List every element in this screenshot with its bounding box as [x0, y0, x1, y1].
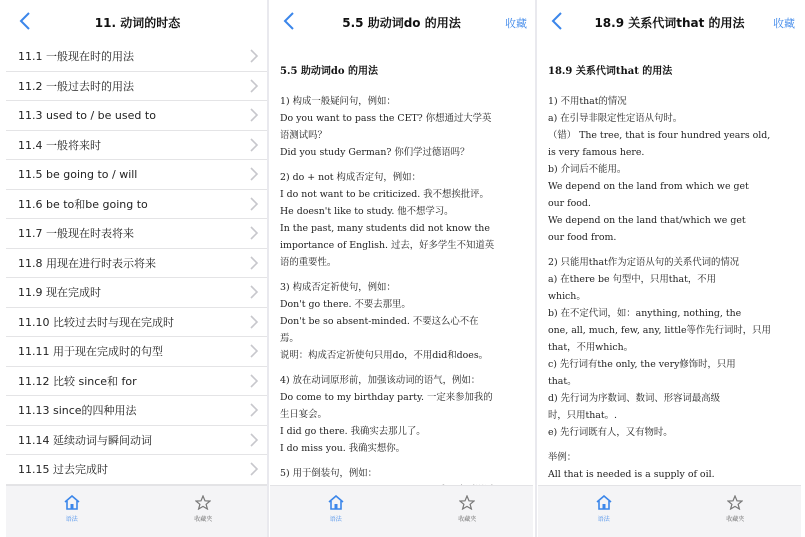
text-line: 4) 放在动词原形前，加强该动词的语气，例如：	[280, 375, 481, 386]
star-icon	[195, 495, 211, 510]
lesson-list	[6, 42, 269, 485]
article-body	[270, 44, 533, 485]
text-line: 焉。	[280, 333, 299, 344]
back-button[interactable]	[546, 10, 568, 32]
page-title: 5.5 助动词do 的用法	[342, 15, 461, 30]
paragraph-gap	[280, 161, 525, 169]
list-item-label: 11.10 比较过去时与现在完成时	[18, 315, 174, 329]
list-item[interactable]	[6, 131, 269, 161]
chevron-right-icon	[249, 167, 259, 181]
list-item[interactable]	[6, 396, 269, 426]
paragraph-gap	[548, 441, 793, 449]
list-item[interactable]	[6, 160, 269, 190]
page-title: 11. 动词的时态	[94, 15, 181, 30]
chevron-right-icon	[249, 374, 259, 388]
text-line: is very famous here.	[548, 147, 645, 158]
article-heading: 18.9 关系代词that 的用法	[548, 66, 673, 77]
article-text	[548, 93, 793, 485]
list-item[interactable]	[6, 455, 269, 485]
text-line: 说明：构成否定祈使句只用do，不用did和does。	[280, 350, 489, 361]
chevron-right-icon	[249, 108, 259, 122]
paragraph-gap	[548, 246, 793, 254]
list-item[interactable]	[6, 72, 269, 102]
list-item[interactable]	[6, 249, 269, 279]
chevron-right-icon	[249, 315, 259, 329]
text-line: Do come to my birthday party. 一定来参加我的	[280, 392, 493, 403]
text-line: 1) 构成一般疑问句，例如：	[280, 96, 396, 107]
tab-favorites[interactable]	[402, 486, 534, 537]
tab-favorites[interactable]	[670, 486, 802, 537]
back-button[interactable]	[14, 10, 36, 32]
text-line: We depend on the land that/which we get	[548, 215, 746, 226]
text-line: Do you want to pass the CET? 你想通过大学英	[280, 113, 492, 124]
text-line: We depend on the land from which we get	[548, 181, 749, 192]
article-body	[538, 44, 801, 485]
text-line: a) 在there be 句型中，只用that，不用	[548, 274, 717, 285]
chevron-right-icon	[249, 462, 259, 476]
home-icon	[328, 495, 344, 510]
list-item-label: 11.4 一般将来时	[18, 138, 101, 152]
list-item[interactable]	[6, 426, 269, 456]
chevron-right-icon	[249, 49, 259, 63]
text-line: 时，只用that。.	[548, 410, 618, 421]
list-item[interactable]	[6, 190, 269, 220]
text-line: 语的重要性。	[280, 257, 337, 268]
page-title: 18.9 关系代词that 的用法	[594, 15, 745, 30]
list-item-label: 11.13 since的四种用法	[18, 404, 137, 418]
divider	[535, 0, 537, 537]
list-item-label: 11.9 现在完成时	[18, 286, 101, 300]
text-line: （错） The tree, that is four hundred years old,	[548, 130, 771, 141]
text-line: 举例：	[548, 452, 577, 463]
article-heading: 5.5 助动词do 的用法	[280, 66, 379, 77]
text-line: e) 先行词既有人，又有物时。	[548, 427, 673, 438]
text-line: Don't go there. 不要去那里。	[280, 299, 411, 310]
tab-label: 收藏夹	[194, 516, 213, 523]
text-line: I did go there. 我确实去那儿了。	[280, 426, 426, 437]
list-item-label: 11.7 一般现在时表将来	[18, 227, 134, 241]
list-item[interactable]	[6, 101, 269, 131]
text-line: d) 先行词为序数词、数词、形容词最高级	[548, 393, 721, 404]
favorite-button[interactable]: 收藏	[505, 17, 527, 30]
paragraph-gap	[280, 457, 525, 465]
chapter-list-screen	[6, 0, 269, 537]
list-item[interactable]	[6, 278, 269, 308]
tab-label: 收藏夹	[458, 516, 477, 523]
nav-bar	[270, 0, 533, 44]
text-line: I do miss you. 我确实想你。	[280, 443, 405, 454]
chevron-right-icon	[249, 344, 259, 358]
tab-bar	[270, 485, 533, 537]
list-item[interactable]	[6, 219, 269, 249]
text-line: Don't be so absent-minded. 不要这么心不在	[280, 316, 479, 327]
text-line: All that is needed is a supply of oil.	[548, 469, 715, 480]
tab-grammar[interactable]	[538, 486, 670, 537]
text-line: that。	[548, 376, 577, 387]
tab-grammar[interactable]	[6, 486, 138, 537]
divider	[267, 0, 269, 537]
text-line: our food from.	[548, 232, 617, 243]
tab-label: 语法	[329, 516, 342, 523]
chevron-right-icon	[249, 226, 259, 240]
text-line: I do not want to be criticized. 我不想挨批评。	[280, 189, 489, 200]
list-item[interactable]	[6, 367, 269, 397]
home-icon	[596, 495, 612, 510]
text-line: importance of English. 过去，好多学生不知道英	[280, 240, 495, 251]
tab-label: 语法	[597, 516, 610, 523]
tab-label: 语法	[65, 516, 78, 523]
tab-favorites[interactable]	[138, 486, 270, 537]
chevron-right-icon	[249, 79, 259, 93]
text-line: our food.	[548, 198, 591, 209]
text-line: 2) 只能用that作为定语从句的关系代词的情况	[548, 257, 740, 268]
text-line: c) 先行词有the only, the very修饰时，只用	[548, 359, 736, 370]
text-line: b) 介词后不能用。	[548, 164, 627, 175]
chevron-right-icon	[249, 138, 259, 152]
text-line: 3) 构成否定祈使句，例如：	[280, 282, 396, 293]
text-line: which。	[548, 291, 586, 302]
list-item-label: 11.6 be to和be going to	[18, 197, 148, 211]
chevron-left-icon	[19, 12, 31, 30]
nav-bar	[6, 0, 269, 44]
paragraph-gap	[280, 271, 525, 279]
text-line: Did you study German? 你们学过德语吗？	[280, 147, 470, 158]
text-line: 2) do + not 构成否定句，例如：	[280, 172, 421, 183]
chevron-right-icon	[249, 403, 259, 417]
chevron-right-icon	[249, 433, 259, 447]
list-item-label: 11.1 一般现在时的用法	[18, 50, 134, 64]
text-line: He doesn't like to study. 他不想学习。	[280, 206, 454, 217]
text-line: that，不用which。	[548, 342, 634, 353]
article-screen-that	[538, 0, 801, 537]
list-item-label: 11.2 一般过去时的用法	[18, 79, 134, 93]
list-item-label: 11.12 比较 since和 for	[18, 374, 137, 388]
article-text	[280, 93, 525, 485]
list-item-label: 11.14 延续动词与瞬间动词	[18, 433, 152, 447]
text-line: one, all, much, few, any, little等作先行词时，只用	[548, 325, 771, 336]
chevron-right-icon	[249, 197, 259, 211]
list-item-label: 11.15 过去完成时	[18, 463, 108, 477]
text-line: a) 在引导非限定性定语从句时。	[548, 113, 683, 124]
text-line: In the past, many students did not know the	[280, 223, 490, 234]
home-icon	[64, 495, 80, 510]
star-icon	[727, 495, 743, 510]
text-line: 1) 不用that的情况	[548, 96, 627, 107]
list-item[interactable]	[6, 308, 269, 338]
list-item[interactable]	[6, 337, 269, 367]
chevron-left-icon	[283, 12, 295, 30]
article-screen-do	[270, 0, 533, 537]
favorite-button[interactable]: 收藏	[773, 17, 795, 30]
tab-bar	[538, 485, 801, 537]
tab-label: 收藏夹	[726, 516, 745, 523]
star-icon	[459, 495, 475, 510]
list-item[interactable]	[6, 42, 269, 72]
chevron-right-icon	[249, 285, 259, 299]
text-line: 语测试吗？	[280, 130, 327, 141]
list-item-label: 11.11 用于现在完成时的句型	[18, 345, 163, 359]
list-item-label: 11.3 used to / be used to	[18, 108, 156, 122]
back-button[interactable]	[278, 10, 300, 32]
paragraph-gap	[280, 364, 525, 372]
tab-grammar[interactable]	[270, 486, 402, 537]
text-line: 生日宴会。	[280, 409, 327, 420]
tab-bar	[6, 485, 269, 537]
text-line: b) 在不定代词，如：anything, nothing, the	[548, 308, 742, 319]
chevron-left-icon	[551, 12, 563, 30]
list-item-label: 11.8 用现在进行时表示将来	[18, 256, 156, 270]
chevron-right-icon	[249, 256, 259, 270]
list-item-label: 11.5 be going to / will	[18, 167, 138, 181]
text-line: 5) 用于倒装句，例如：	[280, 468, 377, 479]
nav-bar	[538, 0, 801, 44]
